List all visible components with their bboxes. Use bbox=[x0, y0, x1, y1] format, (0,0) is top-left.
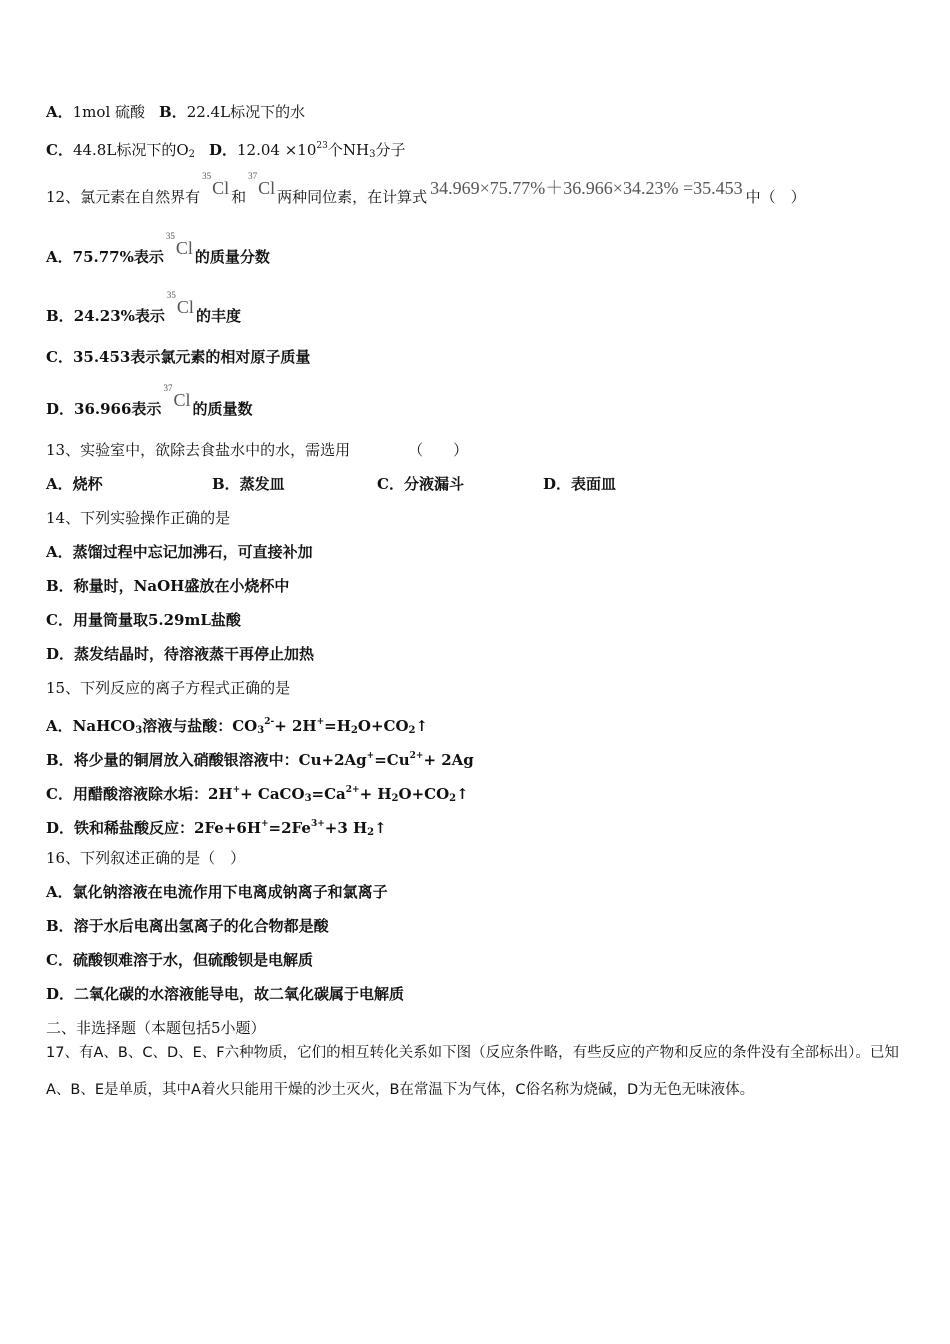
eq-sup: 2+ bbox=[409, 751, 424, 761]
q16-option-b: B．溶于水后电离出氢离子的化合物都是酸 bbox=[46, 917, 329, 935]
q16-option-a: A．氯化钠溶液在电流作用下电离成钠离子和氯离子 bbox=[46, 883, 388, 901]
option-post: 的丰度 bbox=[195, 307, 241, 325]
q14-option-c: C．用量筒量取5.29mL盐酸 bbox=[46, 611, 241, 629]
isotope-cl37 bbox=[248, 171, 276, 198]
eq-sup: 3+ bbox=[310, 819, 325, 829]
q11-option-d-sub: 3 bbox=[369, 149, 376, 160]
isotope-mass: 37 bbox=[248, 171, 258, 181]
eq-part: D．铁和稀盐酸反应：2Fe+6H bbox=[46, 819, 261, 837]
q11-option-row-1 bbox=[46, 102, 305, 122]
option-label: D． bbox=[46, 400, 75, 418]
q11-option-c-text: 44.8L标况下的O bbox=[72, 141, 189, 159]
eq-sup: + bbox=[316, 717, 325, 727]
isotope-mass: 35 bbox=[165, 231, 175, 241]
q11-option-d-text: 12.04 ×10 bbox=[237, 141, 317, 159]
eq-part: C．用醋酸溶液除水垢：2H bbox=[46, 785, 233, 803]
eq-part: + H bbox=[359, 785, 392, 803]
eq-sup: + bbox=[366, 751, 375, 761]
eq-part: + CaCO bbox=[240, 785, 305, 803]
isotope-mass: 35 bbox=[202, 171, 212, 181]
eq-part: =H bbox=[324, 717, 351, 735]
eq-sub: 2 bbox=[350, 725, 358, 736]
eq-sub: 2 bbox=[391, 793, 399, 804]
eq-part: =Cu bbox=[374, 751, 410, 769]
option-pre: 75.77%表示 bbox=[72, 248, 164, 266]
q15-option-c bbox=[46, 780, 469, 809]
option-label: C． bbox=[46, 348, 73, 366]
isotope-mass: 37 bbox=[163, 383, 173, 393]
option-label: B． bbox=[46, 307, 74, 325]
eq-part: O+CO bbox=[357, 717, 409, 735]
isotope-cl37 bbox=[163, 383, 191, 410]
q12-suffix: 中（ ） bbox=[745, 188, 806, 206]
q16-option-d: D．二氧化碳的水溶液能导电，故二氧化碳属于电解质 bbox=[46, 985, 405, 1003]
eq-part: B．将少量的铜屑放入硝酸银溶液中：Cu+2Ag bbox=[46, 751, 367, 769]
option-pre: 24.23%表示 bbox=[73, 307, 165, 325]
eq-sub: 2 bbox=[367, 827, 375, 838]
isotope-symbol: Cl bbox=[175, 238, 193, 258]
eq-sup: + bbox=[232, 785, 241, 795]
q12-option-d bbox=[46, 383, 253, 419]
q15-option-d bbox=[46, 814, 387, 843]
eq-sub: 2 bbox=[449, 793, 457, 804]
q13-option-b: B．蒸发皿 bbox=[212, 475, 285, 493]
isotope-cl35 bbox=[202, 171, 230, 198]
isotope-cl35 bbox=[165, 231, 193, 258]
q11-option-c-label: C． bbox=[46, 141, 73, 159]
section-title: 二、非选择题（本题包括5小题） bbox=[46, 1019, 266, 1037]
q16-stem: 16、下列叙述正确的是（ ） bbox=[46, 849, 246, 867]
q12-option-a bbox=[46, 231, 270, 267]
q13-paren: （ ） bbox=[408, 441, 469, 459]
q13-option-a: A．烧杯 bbox=[46, 475, 103, 493]
isotope-symbol: Cl bbox=[258, 178, 276, 198]
q14-option-a: A．蒸馏过程中忘记加沸石，可直接补加 bbox=[46, 543, 313, 561]
q11-option-d-tail: 个NH bbox=[327, 141, 370, 159]
option-post: 的质量数 bbox=[192, 400, 253, 418]
q12-option-c bbox=[46, 347, 310, 367]
q14-option-b: B．称量时，NaOH盛放在小烧杯中 bbox=[46, 577, 290, 595]
q11-option-d-end: 分子 bbox=[375, 141, 406, 159]
q15-stem: 15、下列反应的离子方程式正确的是 bbox=[46, 679, 291, 697]
eq-part: ↑ bbox=[456, 785, 469, 803]
eq-sup: 2- bbox=[264, 717, 275, 727]
eq-sub: 2 bbox=[408, 725, 416, 736]
option-text: 35.453表示氯元素的相对原子质量 bbox=[72, 348, 311, 366]
eq-part: =Ca bbox=[311, 785, 346, 803]
option-post: 的质量分数 bbox=[194, 248, 270, 266]
q15-option-b bbox=[46, 746, 474, 770]
q11-option-d-sup: 23 bbox=[316, 141, 328, 151]
eq-sup: + bbox=[261, 819, 269, 829]
option-label: A． bbox=[46, 248, 73, 266]
isotope-mass: 35 bbox=[166, 290, 176, 300]
eq-sub: 3 bbox=[257, 725, 265, 736]
q12-stem bbox=[46, 171, 806, 207]
q12-mid: 两种同位素，在计算式 bbox=[277, 188, 428, 206]
q11-option-b-text: 22.4L标况下的水 bbox=[186, 103, 306, 121]
option-pre: 36.966表示 bbox=[74, 400, 162, 418]
eq-part: A．NaHCO bbox=[46, 717, 136, 735]
eq-part: + 2Ag bbox=[423, 751, 474, 769]
eq-part: ↑ bbox=[415, 717, 429, 735]
eq-part: 溶液与盐酸：CO bbox=[142, 717, 258, 735]
isotope-symbol: Cl bbox=[176, 297, 194, 317]
eq-sup: 2+ bbox=[345, 785, 360, 795]
q13-stem-text: 13、实验室中，欲除去食盐水中的水，需选用 bbox=[46, 441, 351, 459]
q14-stem: 14、下列实验操作正确的是 bbox=[46, 509, 231, 527]
q11-option-a-label: A． bbox=[46, 103, 73, 121]
q12-and: 和 bbox=[231, 188, 247, 206]
q12-formula: 34.969×75.77%＋36.966×34.23% =35.453 bbox=[430, 178, 743, 198]
isotope-symbol: Cl bbox=[212, 178, 230, 198]
q11-option-row-2 bbox=[46, 136, 405, 165]
q13-option-c: C．分液漏斗 bbox=[377, 475, 464, 493]
eq-part: ↑ bbox=[374, 819, 387, 837]
q13-stem bbox=[46, 440, 468, 460]
eq-part: O+CO bbox=[398, 785, 450, 803]
eq-part: + 2H bbox=[274, 717, 317, 735]
eq-sub: 3 bbox=[304, 793, 312, 804]
q15-option-a bbox=[46, 712, 428, 741]
isotope-cl35 bbox=[166, 290, 194, 317]
q11-option-c-sub: 2 bbox=[188, 149, 195, 160]
eq-part: =2Fe bbox=[268, 819, 311, 837]
q17-text: 17、有A、B、C、D、E、F六种物质，它们的相互转化关系如下图（反应条件略，有些反应的产物和反应的条件没有全部标出）。已知A、B、E是单质，其中A着火只能用干燥的沙土灭火，B在常温下为气体，C俗名称为烧碱，D为无色无味液体。 bbox=[46, 1045, 899, 1098]
q13-option-d: D．表面皿 bbox=[543, 475, 617, 493]
q11-option-a-text: 1mol 硫酸 bbox=[72, 103, 146, 121]
q11-option-b-label: B． bbox=[159, 103, 187, 121]
q11-option-d-label: D． bbox=[209, 141, 238, 159]
q14-option-d: D．蒸发结晶时，待溶液蒸干再停止加热 bbox=[46, 645, 315, 663]
q12-prefix: 12、氯元素在自然界有 bbox=[46, 188, 201, 206]
isotope-symbol: Cl bbox=[173, 390, 191, 410]
q12-option-b bbox=[46, 290, 241, 326]
q16-option-c: C．硫酸钡难溶于水，但硫酸钡是电解质 bbox=[46, 951, 313, 969]
eq-sub: 3 bbox=[135, 725, 143, 736]
eq-part: +3 H bbox=[324, 819, 368, 837]
